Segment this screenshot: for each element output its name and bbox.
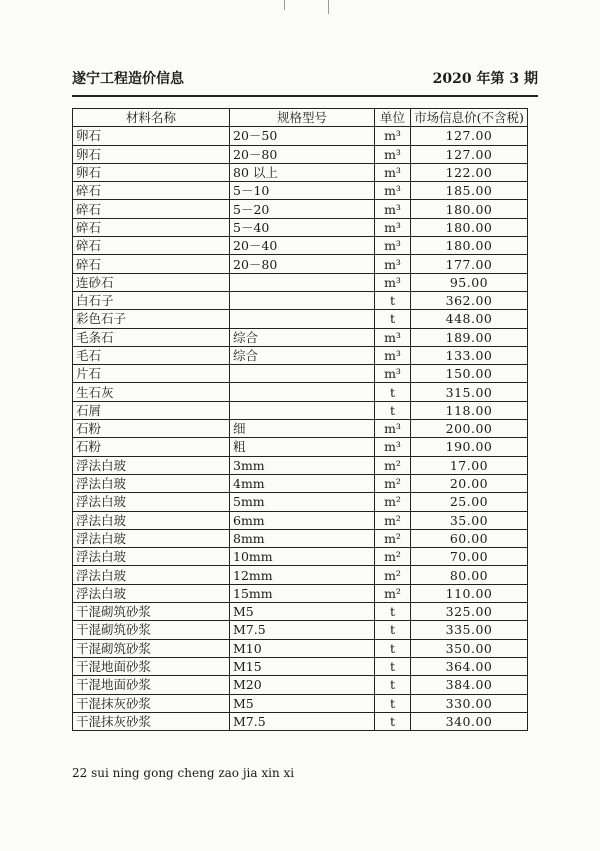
unit-cell: t: [375, 639, 411, 657]
price-cell: 180.00: [411, 237, 528, 255]
table-row: [73, 127, 528, 145]
material-name-cell: 片石: [73, 365, 230, 383]
price-cell: 315.00: [411, 383, 528, 401]
price-cell: 95.00: [411, 273, 528, 291]
table-row: [73, 145, 528, 163]
spec-cell: M5: [230, 603, 375, 621]
spec-cell: 5－20: [230, 200, 375, 218]
spec-cell: 10mm: [230, 548, 375, 566]
unit-cell: m³: [375, 127, 411, 145]
material-name-cell: 浮法白玻: [73, 529, 230, 547]
material-name-cell: 干混地面砂浆: [73, 657, 230, 675]
table-row: [73, 255, 528, 273]
spec-cell: M10: [230, 639, 375, 657]
column-header-material: 材料名称: [73, 109, 230, 127]
price-cell: 189.00: [411, 328, 528, 346]
table-row: [73, 200, 528, 218]
table-row: [73, 438, 528, 456]
spec-cell: 80 以上: [230, 163, 375, 181]
table-row: [73, 218, 528, 236]
price-cell: 127.00: [411, 127, 528, 145]
spec-cell: 20－40: [230, 237, 375, 255]
material-name-cell: 浮法白玻: [73, 493, 230, 511]
table-row: [73, 511, 528, 529]
unit-cell: m²: [375, 584, 411, 602]
unit-cell: t: [375, 657, 411, 675]
unit-cell: m³: [375, 145, 411, 163]
price-cell: 110.00: [411, 584, 528, 602]
spec-cell: M5: [230, 694, 375, 712]
price-cell: 25.00: [411, 493, 528, 511]
price-cell: 80.00: [411, 566, 528, 584]
spec-cell: [230, 401, 375, 419]
material-name-cell: 卵石: [73, 163, 230, 181]
unit-cell: m²: [375, 529, 411, 547]
material-name-cell: 连砂石: [73, 273, 230, 291]
publication-title: 遂宁工程造价信息: [72, 71, 184, 87]
table-row: [73, 694, 528, 712]
unit-cell: t: [375, 694, 411, 712]
material-name-cell: 干混抹灰砂浆: [73, 694, 230, 712]
unit-cell: m³: [375, 200, 411, 218]
spec-cell: 20－80: [230, 145, 375, 163]
price-cell: 60.00: [411, 529, 528, 547]
scan-mark: [328, 0, 329, 14]
price-table: [72, 108, 528, 731]
unit-cell: t: [375, 291, 411, 309]
price-cell: 448.00: [411, 310, 528, 328]
price-cell: 122.00: [411, 163, 528, 181]
price-cell: 330.00: [411, 694, 528, 712]
material-name-cell: 浮法白玻: [73, 511, 230, 529]
column-header-unit: 单位: [375, 109, 411, 127]
price-cell: 190.00: [411, 438, 528, 456]
price-cell: 118.00: [411, 401, 528, 419]
unit-cell: t: [375, 401, 411, 419]
unit-cell: m²: [375, 456, 411, 474]
unit-cell: m³: [375, 273, 411, 291]
material-name-cell: 毛条石: [73, 328, 230, 346]
scan-mark: [284, 0, 285, 10]
spec-cell: 8mm: [230, 529, 375, 547]
price-cell: 133.00: [411, 346, 528, 364]
spec-cell: M7.5: [230, 712, 375, 730]
page-footer: 22 sui ning gong cheng zao jia xin xi: [72, 766, 295, 780]
material-name-cell: 卵石: [73, 127, 230, 145]
table-row: [73, 657, 528, 675]
table-row: [73, 676, 528, 694]
material-name-cell: 石粉: [73, 438, 230, 456]
table-row: [73, 474, 528, 492]
unit-cell: m²: [375, 511, 411, 529]
unit-cell: m²: [375, 493, 411, 511]
table-header-row: [73, 109, 528, 127]
price-cell: 150.00: [411, 365, 528, 383]
spec-cell: 粗: [230, 438, 375, 456]
material-name-cell: 干混砌筑砂浆: [73, 639, 230, 657]
price-cell: 325.00: [411, 603, 528, 621]
table-row: [73, 401, 528, 419]
spec-cell: 细: [230, 420, 375, 438]
unit-cell: t: [375, 676, 411, 694]
table-row: [73, 548, 528, 566]
material-name-cell: 彩色石子: [73, 310, 230, 328]
unit-cell: m³: [375, 328, 411, 346]
material-name-cell: 碎石: [73, 255, 230, 273]
price-cell: 177.00: [411, 255, 528, 273]
spec-cell: 5－40: [230, 218, 375, 236]
spec-cell: 3mm: [230, 456, 375, 474]
unit-cell: t: [375, 310, 411, 328]
material-name-cell: 浮法白玻: [73, 456, 230, 474]
spec-cell: M7.5: [230, 621, 375, 639]
table-row: [73, 639, 528, 657]
unit-cell: m²: [375, 566, 411, 584]
spec-cell: 5mm: [230, 493, 375, 511]
unit-cell: m³: [375, 163, 411, 181]
unit-cell: m³: [375, 182, 411, 200]
spec-cell: [230, 273, 375, 291]
price-cell: 200.00: [411, 420, 528, 438]
table-row: [73, 621, 528, 639]
table-body: [73, 127, 528, 731]
price-cell: 335.00: [411, 621, 528, 639]
material-name-cell: 毛石: [73, 346, 230, 364]
material-name-cell: 石粉: [73, 420, 230, 438]
table-row: [73, 328, 528, 346]
table-row: [73, 273, 528, 291]
price-cell: 35.00: [411, 511, 528, 529]
material-name-cell: 卵石: [73, 145, 230, 163]
column-header-spec: 规格型号: [230, 109, 375, 127]
spec-cell: 4mm: [230, 474, 375, 492]
unit-cell: t: [375, 603, 411, 621]
material-name-cell: 碎石: [73, 237, 230, 255]
spec-cell: 20－50: [230, 127, 375, 145]
material-name-cell: 碎石: [73, 218, 230, 236]
table-row: [73, 365, 528, 383]
unit-cell: m³: [375, 420, 411, 438]
unit-cell: m³: [375, 255, 411, 273]
table-row: [73, 529, 528, 547]
spec-cell: [230, 291, 375, 309]
material-name-cell: 碎石: [73, 200, 230, 218]
spec-cell: 6mm: [230, 511, 375, 529]
spec-cell: 12mm: [230, 566, 375, 584]
material-name-cell: 浮法白玻: [73, 548, 230, 566]
table-row: [73, 584, 528, 602]
table-row: [73, 237, 528, 255]
price-cell: 127.00: [411, 145, 528, 163]
unit-cell: m²: [375, 548, 411, 566]
material-name-cell: 干混砌筑砂浆: [73, 603, 230, 621]
table-row: [73, 603, 528, 621]
spec-cell: [230, 365, 375, 383]
material-name-cell: 白石子: [73, 291, 230, 309]
unit-cell: m³: [375, 438, 411, 456]
column-header-price: 市场信息价(不含税): [411, 109, 528, 127]
table-row: [73, 383, 528, 401]
table-row: [73, 566, 528, 584]
material-name-cell: 生石灰: [73, 383, 230, 401]
material-name-cell: 浮法白玻: [73, 566, 230, 584]
table-row: [73, 346, 528, 364]
spec-cell: 综合: [230, 328, 375, 346]
spec-cell: 15mm: [230, 584, 375, 602]
unit-cell: t: [375, 712, 411, 730]
price-cell: 20.00: [411, 474, 528, 492]
price-cell: 185.00: [411, 182, 528, 200]
header-divider: [72, 95, 538, 97]
table-row: [73, 310, 528, 328]
material-name-cell: 碎石: [73, 182, 230, 200]
unit-cell: m²: [375, 474, 411, 492]
table-row: [73, 291, 528, 309]
material-name-cell: 干混地面砂浆: [73, 676, 230, 694]
price-cell: 70.00: [411, 548, 528, 566]
spec-cell: [230, 310, 375, 328]
price-cell: 350.00: [411, 639, 528, 657]
unit-cell: t: [375, 621, 411, 639]
table-row: [73, 182, 528, 200]
unit-cell: t: [375, 383, 411, 401]
price-cell: 384.00: [411, 676, 528, 694]
table-row: [73, 493, 528, 511]
price-cell: 364.00: [411, 657, 528, 675]
table-row: [73, 712, 528, 730]
price-cell: 180.00: [411, 200, 528, 218]
unit-cell: m³: [375, 237, 411, 255]
spec-cell: M15: [230, 657, 375, 675]
table-row: [73, 456, 528, 474]
material-name-cell: 浮法白玻: [73, 584, 230, 602]
spec-cell: 综合: [230, 346, 375, 364]
page-header: [72, 68, 538, 90]
spec-cell: 20－80: [230, 255, 375, 273]
unit-cell: m³: [375, 218, 411, 236]
spec-cell: 5－10: [230, 182, 375, 200]
spec-cell: [230, 383, 375, 401]
table-row: [73, 420, 528, 438]
spec-cell: M20: [230, 676, 375, 694]
unit-cell: m³: [375, 365, 411, 383]
price-cell: 340.00: [411, 712, 528, 730]
price-cell: 17.00: [411, 456, 528, 474]
material-name-cell: 干混抹灰砂浆: [73, 712, 230, 730]
table-row: [73, 163, 528, 181]
issue-number: 2020 年第 3 期: [432, 71, 538, 87]
unit-cell: m³: [375, 346, 411, 364]
price-cell: 362.00: [411, 291, 528, 309]
material-name-cell: 干混砌筑砂浆: [73, 621, 230, 639]
price-cell: 180.00: [411, 218, 528, 236]
material-name-cell: 浮法白玻: [73, 474, 230, 492]
material-name-cell: 石屑: [73, 401, 230, 419]
